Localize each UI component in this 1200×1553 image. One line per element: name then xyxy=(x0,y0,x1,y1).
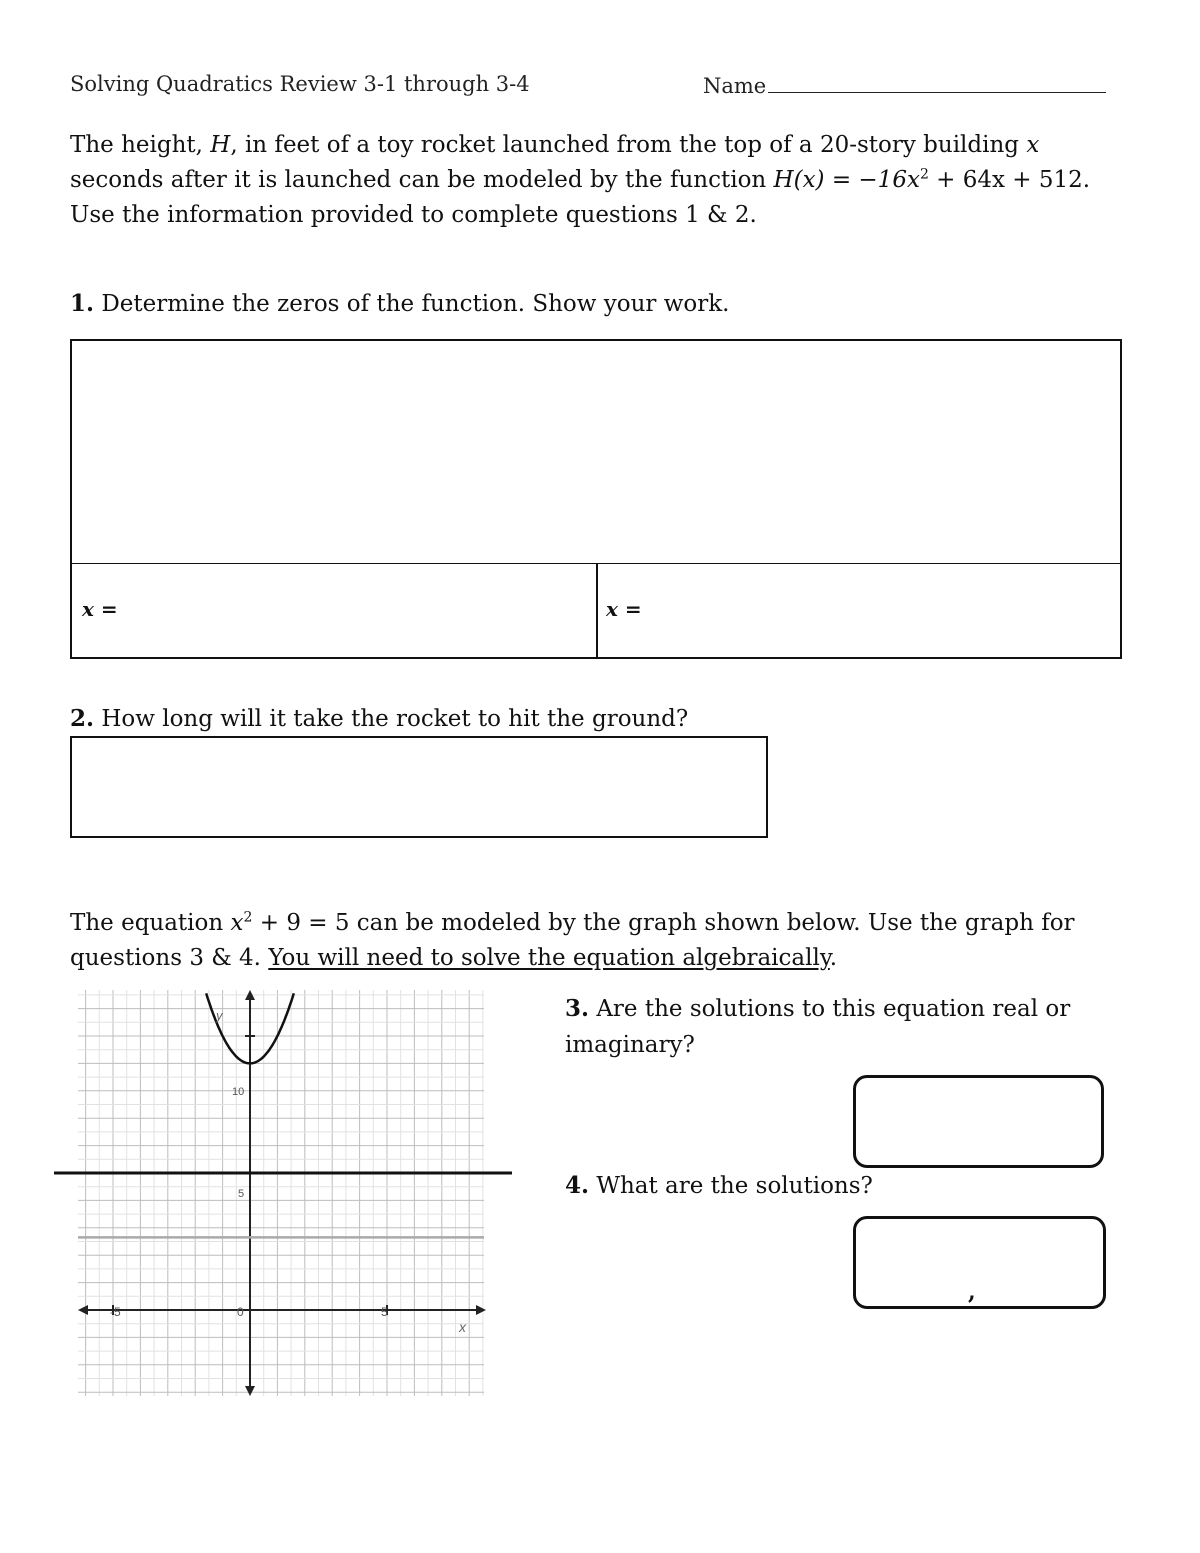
tick-label-y-5: 5 xyxy=(238,1188,245,1200)
name-label: Name xyxy=(703,74,767,98)
question-number: 2. xyxy=(70,705,95,732)
emphasis-underlined: You will need to solve the equation algebraically xyxy=(268,945,830,971)
q1-answer-right[interactable] xyxy=(596,563,1120,657)
question-number: 1. xyxy=(70,290,95,317)
x-axis-label: x xyxy=(459,1319,466,1335)
question-3: 3. Are the solutions to this equation real or imaginary? xyxy=(565,995,1071,1058)
tick-label-y-10: 10 xyxy=(232,1086,245,1098)
function-expression: $H(x) = -16x^2 + 64x + 512$ xyxy=(773,166,1083,193)
name-blank-line[interactable] xyxy=(768,72,1106,93)
question-1: 1. Determine the zeros of the function. Show your work. xyxy=(70,290,730,317)
q1-answer-box xyxy=(70,339,1122,659)
question-4: 4. What are the solutions? xyxy=(565,1172,873,1199)
tick-label-x-5: 5 xyxy=(381,1305,388,1319)
q4-answer-box[interactable] xyxy=(853,1216,1106,1309)
question-number: 3. xyxy=(565,995,590,1022)
name-field[interactable] xyxy=(703,72,1106,98)
answer-separator: , xyxy=(968,1279,976,1305)
worksheet-title: Solving Quadratics Review 3-1 through 3-4 xyxy=(70,72,530,96)
q1-work-area[interactable] xyxy=(72,341,1120,564)
axis-arrowhead xyxy=(78,1305,88,1315)
tick-label-x-neg5: -5 xyxy=(110,1305,121,1319)
graph-grid xyxy=(78,990,484,1396)
y-axis-label: y xyxy=(216,1008,223,1023)
q1-answer-left[interactable] xyxy=(72,563,598,657)
q2-answer-box[interactable] xyxy=(70,736,768,838)
x-equals-label: x = xyxy=(606,597,642,621)
question-2: 2. How long will it take the rocket to hit the ground? xyxy=(70,705,689,732)
q3-answer-box[interactable] xyxy=(853,1075,1104,1168)
tick-label-origin: 0 xyxy=(237,1305,244,1319)
graph-axes xyxy=(78,990,486,1396)
question-number: 4. xyxy=(565,1172,590,1199)
axis-arrowhead xyxy=(476,1305,486,1315)
x-equals-label: x = xyxy=(82,597,118,621)
intro-paragraph: The height, H, in feet of a toy rocket launched from the top of a 20-story building x seconds after it is launched can be modeled by the function $H(x) = -16x^2 + 64x + 512$. Use the information provided to complete questions 1 & 2. xyxy=(70,132,1091,228)
axis-arrowhead xyxy=(245,1386,255,1396)
section-2-paragraph: The equation $x^2 + 9 = 5$ can be modeled by the graph shown below. Use the graph for questions 3 & 4. You will need to solve the equation algebraically. xyxy=(70,909,1075,971)
quadratic-graph xyxy=(50,988,520,1398)
